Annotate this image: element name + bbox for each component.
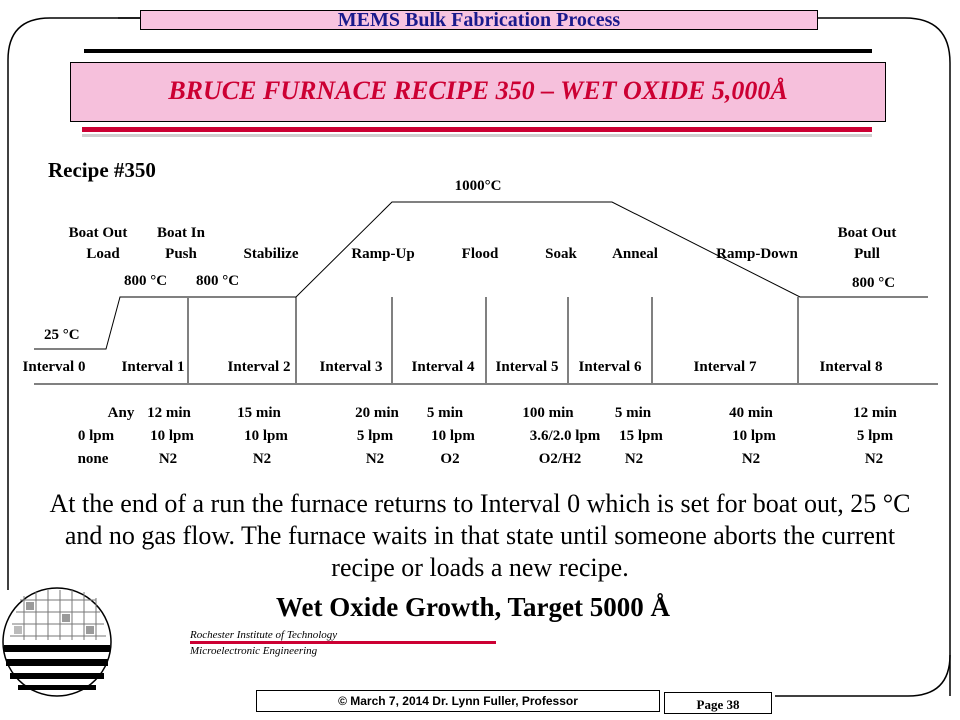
interval-flow: 10 lpm — [150, 428, 194, 444]
page-number: Page 38 — [664, 692, 772, 714]
interval-time: Any — [107, 405, 135, 421]
footer-copyright: © March 7, 2014 Dr. Lynn Fuller, Professor — [256, 690, 660, 712]
interval-time: 20 min — [355, 405, 399, 421]
step-top-label: Boat Out — [837, 225, 897, 241]
interval-flow: 10 lpm — [431, 428, 475, 444]
temp-pull-label: 800 °C — [852, 275, 896, 291]
body-paragraph: At the end of a run the furnace returns to Interval 0 which is set for boat out, 25 °C and no gas flow. The furnace waits in that state until someone aborts the current recipe or loads a new recipe. — [49, 489, 911, 582]
step-label: Load — [86, 246, 120, 262]
interval-flow: 5 lpm — [856, 428, 894, 444]
interval-gas: N2 — [252, 451, 272, 467]
interval-time: 5 min — [614, 405, 652, 421]
interval-gas: O2/H2 — [538, 451, 582, 467]
interval-flow: 0 lpm — [77, 428, 115, 444]
interval-gas: N2 — [741, 451, 761, 467]
interval-flow: 10 lpm — [732, 428, 776, 444]
interval-label: Interval 8 — [819, 359, 883, 375]
institution-dept: Microelectronic Engineering — [190, 645, 318, 657]
step-label: Push — [165, 246, 197, 262]
temp-push-label: 800 °C — [124, 273, 168, 289]
institution-name: Rochester Institute of Technology — [190, 629, 338, 641]
interval-gas: O2 — [440, 451, 460, 467]
header-title: MEMS Bulk Fabrication Process — [140, 10, 818, 30]
temp-start-label: 25 °C — [44, 327, 80, 343]
interval-label: Interval 1 — [121, 359, 185, 375]
step-top-label: Boat In — [157, 225, 205, 241]
interval-gas: N2 — [365, 451, 385, 467]
step-label: Ramp-Up — [351, 246, 415, 262]
interval-flow: 10 lpm — [244, 428, 288, 444]
interval-label: Interval 7 — [693, 359, 757, 375]
interval-label: Interval 0 — [22, 359, 86, 375]
recipe-label: Recipe #350 — [48, 158, 156, 182]
interval-flow: 5 lpm — [356, 428, 394, 444]
temp-stabilize-label: 800 °C — [196, 273, 240, 289]
step-label: Soak — [545, 246, 577, 262]
interval-label: Interval 6 — [578, 359, 642, 375]
interval-label: Interval 2 — [227, 359, 291, 375]
interval-gas: N2 — [624, 451, 644, 467]
interval-label: Interval 5 — [495, 359, 559, 375]
step-label: Flood — [461, 246, 499, 262]
interval-time: 100 min — [522, 405, 574, 421]
interval-time: 15 min — [237, 405, 281, 421]
step-label: Ramp-Down — [716, 246, 798, 262]
step-top-label: Boat Out — [68, 225, 128, 241]
slide-title: BRUCE FURNACE RECIPE 350 – WET OXIDE 5,000Å — [70, 62, 886, 122]
interval-time: 40 min — [729, 405, 773, 421]
interval-label: Interval 3 — [319, 359, 383, 375]
interval-flow: 15 lpm — [619, 428, 663, 444]
step-label: Anneal — [612, 246, 658, 262]
interval-gas: N2 — [864, 451, 884, 467]
interval-label: Interval 4 — [411, 359, 475, 375]
interval-time: 5 min — [426, 405, 464, 421]
temp-peak-label: 1000°C — [454, 178, 502, 194]
interval-flow: 3.6/2.0 lpm — [529, 428, 601, 444]
interval-gas: none — [77, 451, 109, 467]
interval-time: 12 min — [147, 405, 191, 421]
step-label: Stabilize — [243, 246, 299, 262]
subtitle: Wet Oxide Growth, Target 5000 Å — [276, 592, 670, 622]
interval-gas: N2 — [158, 451, 178, 467]
step-label: Pull — [854, 246, 880, 262]
interval-time: 12 min — [853, 405, 897, 421]
